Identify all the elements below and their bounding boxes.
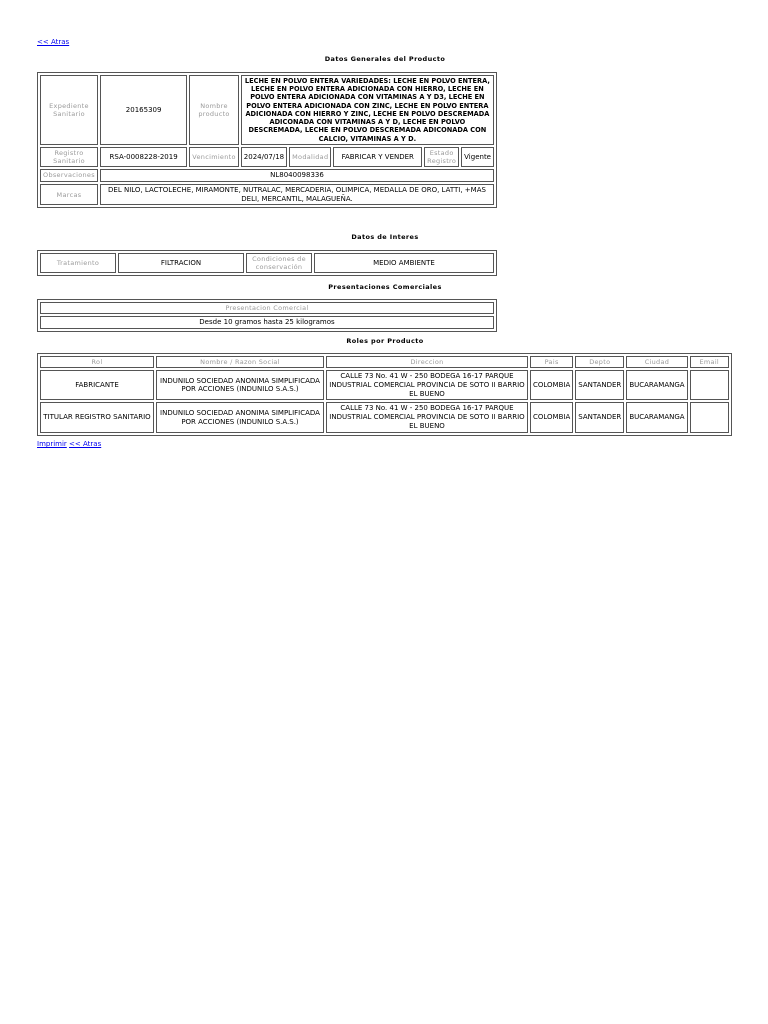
roles-section-title: Roles por Producto [346, 337, 424, 345]
roles-header-nombre: Nombre / Razon Social [156, 356, 324, 368]
row-email [690, 370, 729, 400]
presentacion-value: Desde 10 gramos hasta 25 kilogramos [40, 316, 494, 329]
row-rol: TITULAR REGISTRO SANITARIO [40, 402, 154, 432]
row-rol: FABRICANTE [40, 370, 154, 400]
roles-header-direccion: Direccion [326, 356, 528, 368]
row-email [690, 402, 729, 432]
registro-label: Registro Sanitario [40, 147, 98, 167]
roles-header-ciudad: Ciudad [626, 356, 687, 368]
roles-header-email: Email [690, 356, 729, 368]
row-direccion: CALLE 73 No. 41 W - 250 BODEGA 16-17 PARQUE INDUSTRIAL COMERCIAL PROVINCIA DE SOTO II BARRIO EL BUENO [326, 370, 528, 400]
back-link-bottom[interactable]: << Atras [69, 440, 102, 448]
roles-table [37, 353, 732, 436]
row-ciudad: BUCARAMANGA [626, 402, 687, 432]
roles-header-pais: Pais [530, 356, 573, 368]
observaciones-label: Observaciones [40, 169, 98, 182]
row-pais: COLOMBIA [530, 370, 573, 400]
roles-header-depto: Depto [575, 356, 624, 368]
condiciones-label: Condiciones de conservación [246, 253, 312, 273]
tratamiento-label: Tratamiento [40, 253, 116, 273]
row-nombre: INDUNILO SOCIEDAD ANONIMA SIMPLIFICADA POR ACCIONES (INDUNILO S.A.S.) [156, 370, 324, 400]
table-row [40, 402, 729, 432]
presentaciones-table [37, 299, 497, 332]
estado-value: Vigente [461, 147, 494, 167]
vencimiento-label: Vencimiento [189, 147, 239, 167]
back-link[interactable]: << Atras [37, 38, 70, 46]
expediente-label: Expediente Sanitario [40, 75, 98, 145]
bottom-links [37, 440, 101, 448]
general-section-title: Datos Generales del Producto [324, 55, 446, 63]
row-ciudad: BUCARAMANGA [626, 370, 687, 400]
row-depto: SANTANDER [575, 402, 624, 432]
roles-header-rol: Rol [40, 356, 154, 368]
marcas-label: Marcas [40, 184, 98, 206]
vencimiento-value: 2024/07/18 [241, 147, 287, 167]
estado-label: Estado Registro [424, 147, 459, 167]
print-link[interactable]: Imprimir [37, 440, 67, 448]
condiciones-value: MEDIO AMBIENTE [314, 253, 494, 273]
row-direccion: CALLE 73 No. 41 W - 250 BODEGA 16-17 PARQUE INDUSTRIAL COMERCIAL PROVINCIA DE SOTO II BARRIO EL BUENO [326, 402, 528, 432]
observaciones-value: NL8040098336 [100, 169, 494, 182]
row-nombre: INDUNILO SOCIEDAD ANONIMA SIMPLIFICADA POR ACCIONES (INDUNILO S.A.S.) [156, 402, 324, 432]
presentaciones-section-title: Presentaciones Comerciales [328, 283, 442, 291]
tratamiento-value: FILTRACION [118, 253, 244, 273]
expediente-value: 20165309 [100, 75, 187, 145]
nombre-value: LECHE EN POLVO ENTERA VARIEDADES: LECHE EN POLVO ENTERA, LECHE EN POLVO ENTERA ADICIONADA CON HIERRO, LECHE EN POLVO ENTERA ADICIONADA CON VITAMINAS A Y D3, LECHE EN POLVO ENTERA ADICIONADA CON ZINC, LECHE EN POLVO ENTERA ADICIONADA CON HIERRO Y ZINC, LECHE EN POLVO DESCREMADA ADICONADA CON VITAMINAS A Y D, LECHE EN POLVO DESCREMADA, LECHE EN POLVO DESCREMADA ADICONADA CON CALCIO, VITAMINAS A Y D. [241, 75, 494, 145]
marcas-value: DEL NILO, LACTOLECHE, MIRAMONTE, NUTRALAC, MERCADERIA, OLIMPICA, MEDALLA DE ORO, LATTI, +MAS DELI, MERCANTIL, MALAGUEÑA. [100, 184, 494, 206]
interes-table [37, 250, 497, 276]
general-data-table [37, 72, 497, 208]
row-depto: SANTANDER [575, 370, 624, 400]
nombre-label: Nombre producto [189, 75, 239, 145]
table-row [40, 370, 729, 400]
presentacion-header: Presentacion Comercial [40, 302, 494, 314]
modalidad-value: FABRICAR Y VENDER [333, 147, 422, 167]
row-pais: COLOMBIA [530, 402, 573, 432]
registro-value: RSA-0008228-2019 [100, 147, 187, 167]
interes-section-title: Datos de Interes [351, 233, 419, 241]
modalidad-label: Modalidad [289, 147, 331, 167]
